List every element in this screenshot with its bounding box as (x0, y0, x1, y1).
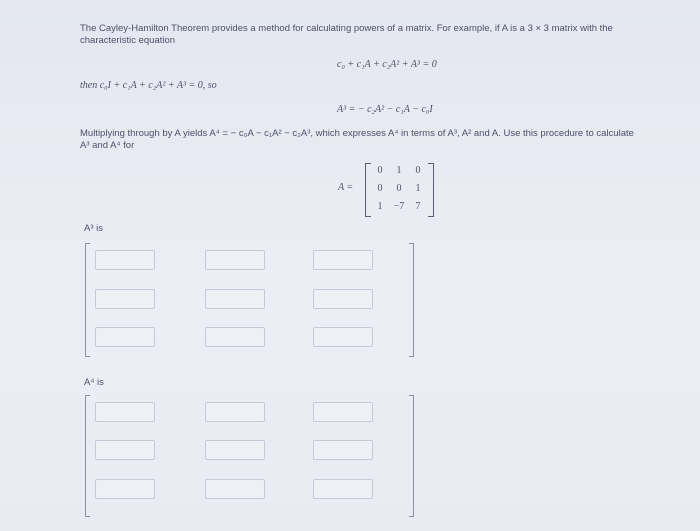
multiply-line2: A³ and A⁴ for (80, 140, 135, 151)
a4-label: A⁴ is (84, 377, 104, 388)
a3-input[interactable] (95, 250, 155, 270)
a4-input[interactable] (205, 402, 265, 422)
a3-left-bracket (85, 243, 90, 357)
problem-intro-line2: characteristic equation (80, 35, 176, 46)
matrix-label: A = (338, 182, 354, 193)
a4-input[interactable] (95, 402, 155, 422)
a3-input[interactable] (95, 327, 155, 347)
a3-equation: A³ = − c₂A² − c₁A − c₀I (337, 104, 433, 115)
a4-right-bracket (409, 395, 414, 517)
a4-input[interactable] (313, 479, 373, 499)
matrix-cell: 0 (377, 183, 383, 194)
matrix-cell: 1 (377, 201, 383, 212)
a4-left-bracket (85, 395, 90, 517)
a3-input[interactable] (95, 289, 155, 309)
matrix-a (338, 163, 438, 217)
a3-input[interactable] (205, 327, 265, 347)
a3-right-bracket (409, 243, 414, 357)
a4-input[interactable] (205, 479, 265, 499)
multiply-line1: Multiplying through by A yields A⁴ = − c₀A − c₁A² − c₂A³, which expresses A⁴ in terms of A³, A² and A. Use this procedure to calculate (80, 128, 634, 139)
matrix-cell: 1 (415, 183, 421, 194)
then-statement: then c₀I + c₁A + c₂A² + A³ = 0, so (80, 80, 217, 91)
matrix-cell: −7 (393, 201, 405, 212)
a4-input[interactable] (95, 440, 155, 460)
a3-input[interactable] (313, 250, 373, 270)
matrix-cell: 0 (377, 165, 383, 176)
matrix-cell: 1 (396, 165, 402, 176)
matrix-cell: 0 (396, 183, 402, 194)
a3-input[interactable] (205, 250, 265, 270)
a4-input[interactable] (205, 440, 265, 460)
matrix-cell: 7 (415, 201, 421, 212)
a3-label: A³ is (84, 223, 103, 234)
a4-input[interactable] (95, 479, 155, 499)
characteristic-equation: c₀ + c₁A + c₂A² + A³ = 0 (337, 59, 437, 70)
matrix-cell: 0 (415, 165, 421, 176)
a3-input[interactable] (205, 289, 265, 309)
a4-input[interactable] (313, 402, 373, 422)
a3-input[interactable] (313, 289, 373, 309)
a3-input[interactable] (313, 327, 373, 347)
a4-input[interactable] (313, 440, 373, 460)
problem-intro-line1: The Cayley-Hamilton Theorem provides a method for calculating powers of a matrix. For example, if A is a 3 × 3 matrix with the (80, 23, 613, 34)
matrix-right-bracket (428, 163, 434, 217)
